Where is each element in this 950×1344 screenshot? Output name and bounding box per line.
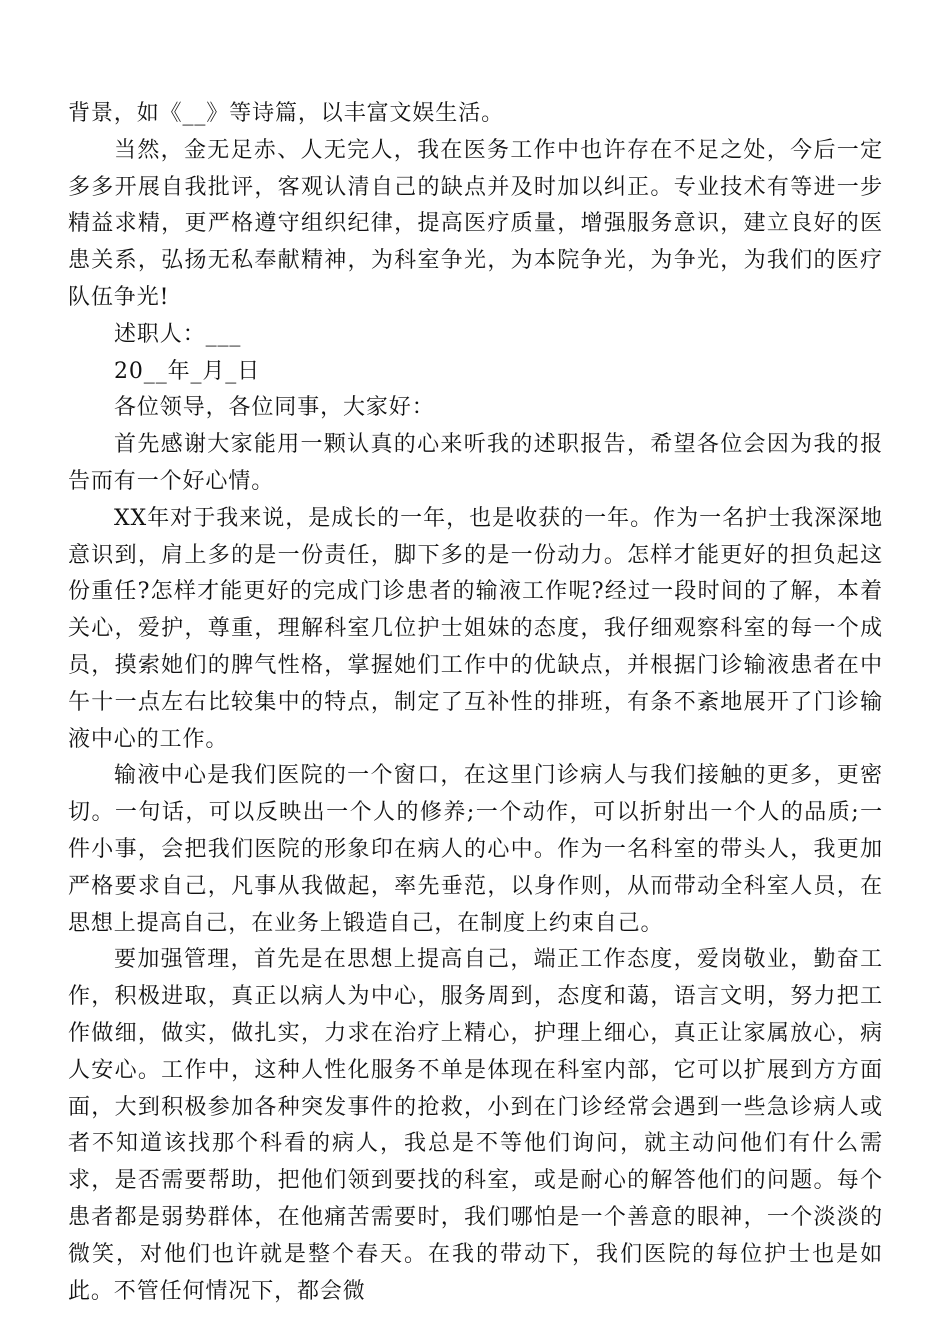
paragraph-management: 要加强管理，首先是在思想上提高自己，端正工作态度，爱岗敬业，勤奋工作，积极进取，真正以病人为中心，服务周到，态度和蔼，语言文明，努力把工作做细，做实，做扎实，力求在治疗上精心，护理上细心，真正让家属放心，病人安心。工作中，这种人性化服务不单是体现在科室内部，它可以扩展到方方面面，大到积极参加各种突发事件的抢救，小到在门诊经常会遇到一些急诊病人或者不知道该找那个科看的病人，我总是不等他们询问，就主动问他们有什么需求，是否需要帮助，把他们领到要找的科室，或是耐心的解答他们的问题。每个患者都是弱势群体，在他痛苦需要时，我们哪怕是一个善意的眼神，一个淡淡的微笑，对他们也许就是整个春天。在我的带动下，我们医院的每位护士也是如此。不管任何情况下，都会微 bbox=[68, 947, 883, 1304]
paragraph-self-criticism: 当然，金无足赤、人无完人，我在医务工作中也许存在不足之处，今后一定多多开展自我批评，客观认清自己的缺点并及时加以纠正。专业技术有等进一步精益求精，更严格遵守组织纪律，提高医疗质量，增强服务意识，建立良好的医患关系，弘扬无私奉献精神，为科室争光，为本院争光，为争光，为我们的医疗队伍争光! bbox=[68, 137, 883, 310]
signature-line: 述职人：___ bbox=[114, 321, 242, 347]
paragraph-infusion-center: 输液中心是我们医院的一个窗口，在这里门诊病人与我们接触的更多，更密切。一句话，可以反映出一个人的修养;一个动作，可以折射出一个人的品质;一件小事，会把我们医院的形象印在病人的心中。作为一名科室的带头人，我更加严格要求自己，凡事从我做起，率先垂范，以身作则，从而带动全科室人员，在思想上提高自己，在业务上锻造自己，在制度上约束自己。 bbox=[68, 763, 883, 936]
paragraph-thanks: 首先感谢大家能用一颗认真的心来听我的述职报告，希望各位会因为我的报告而有一个好心情。 bbox=[68, 432, 883, 494]
paragraph-continuation: 背景，如《__》等诗篇，以丰富文娱生活。 bbox=[68, 101, 505, 126]
paragraph-year-review: XX年对于我来说，是成长的一年，也是收获的一年。作为一名护士我深深地意识到，肩上多的是一份责任，脚下多的是一份动力。怎样才能更好的担负起这份重任?怎样才能更好的完成门诊患者的输液工作呢?经过一段时间的了解，本着关心，爱护，尊重，理解科室几位护士姐妹的态度，我仔细观察科室的每一个成员，摸索她们的脾气性格，掌握她们工作中的优缺点，并根据门诊输液患者在中午十一点左右比较集中的特点，制定了互补性的排班，有条不紊地展开了门诊输液中心的工作。 bbox=[68, 505, 883, 752]
date-line: 20__年_月_日 bbox=[114, 358, 261, 384]
document-page bbox=[68, 96, 883, 1310]
salutation: 各位领导，各位同事，大家好： bbox=[114, 395, 435, 421]
